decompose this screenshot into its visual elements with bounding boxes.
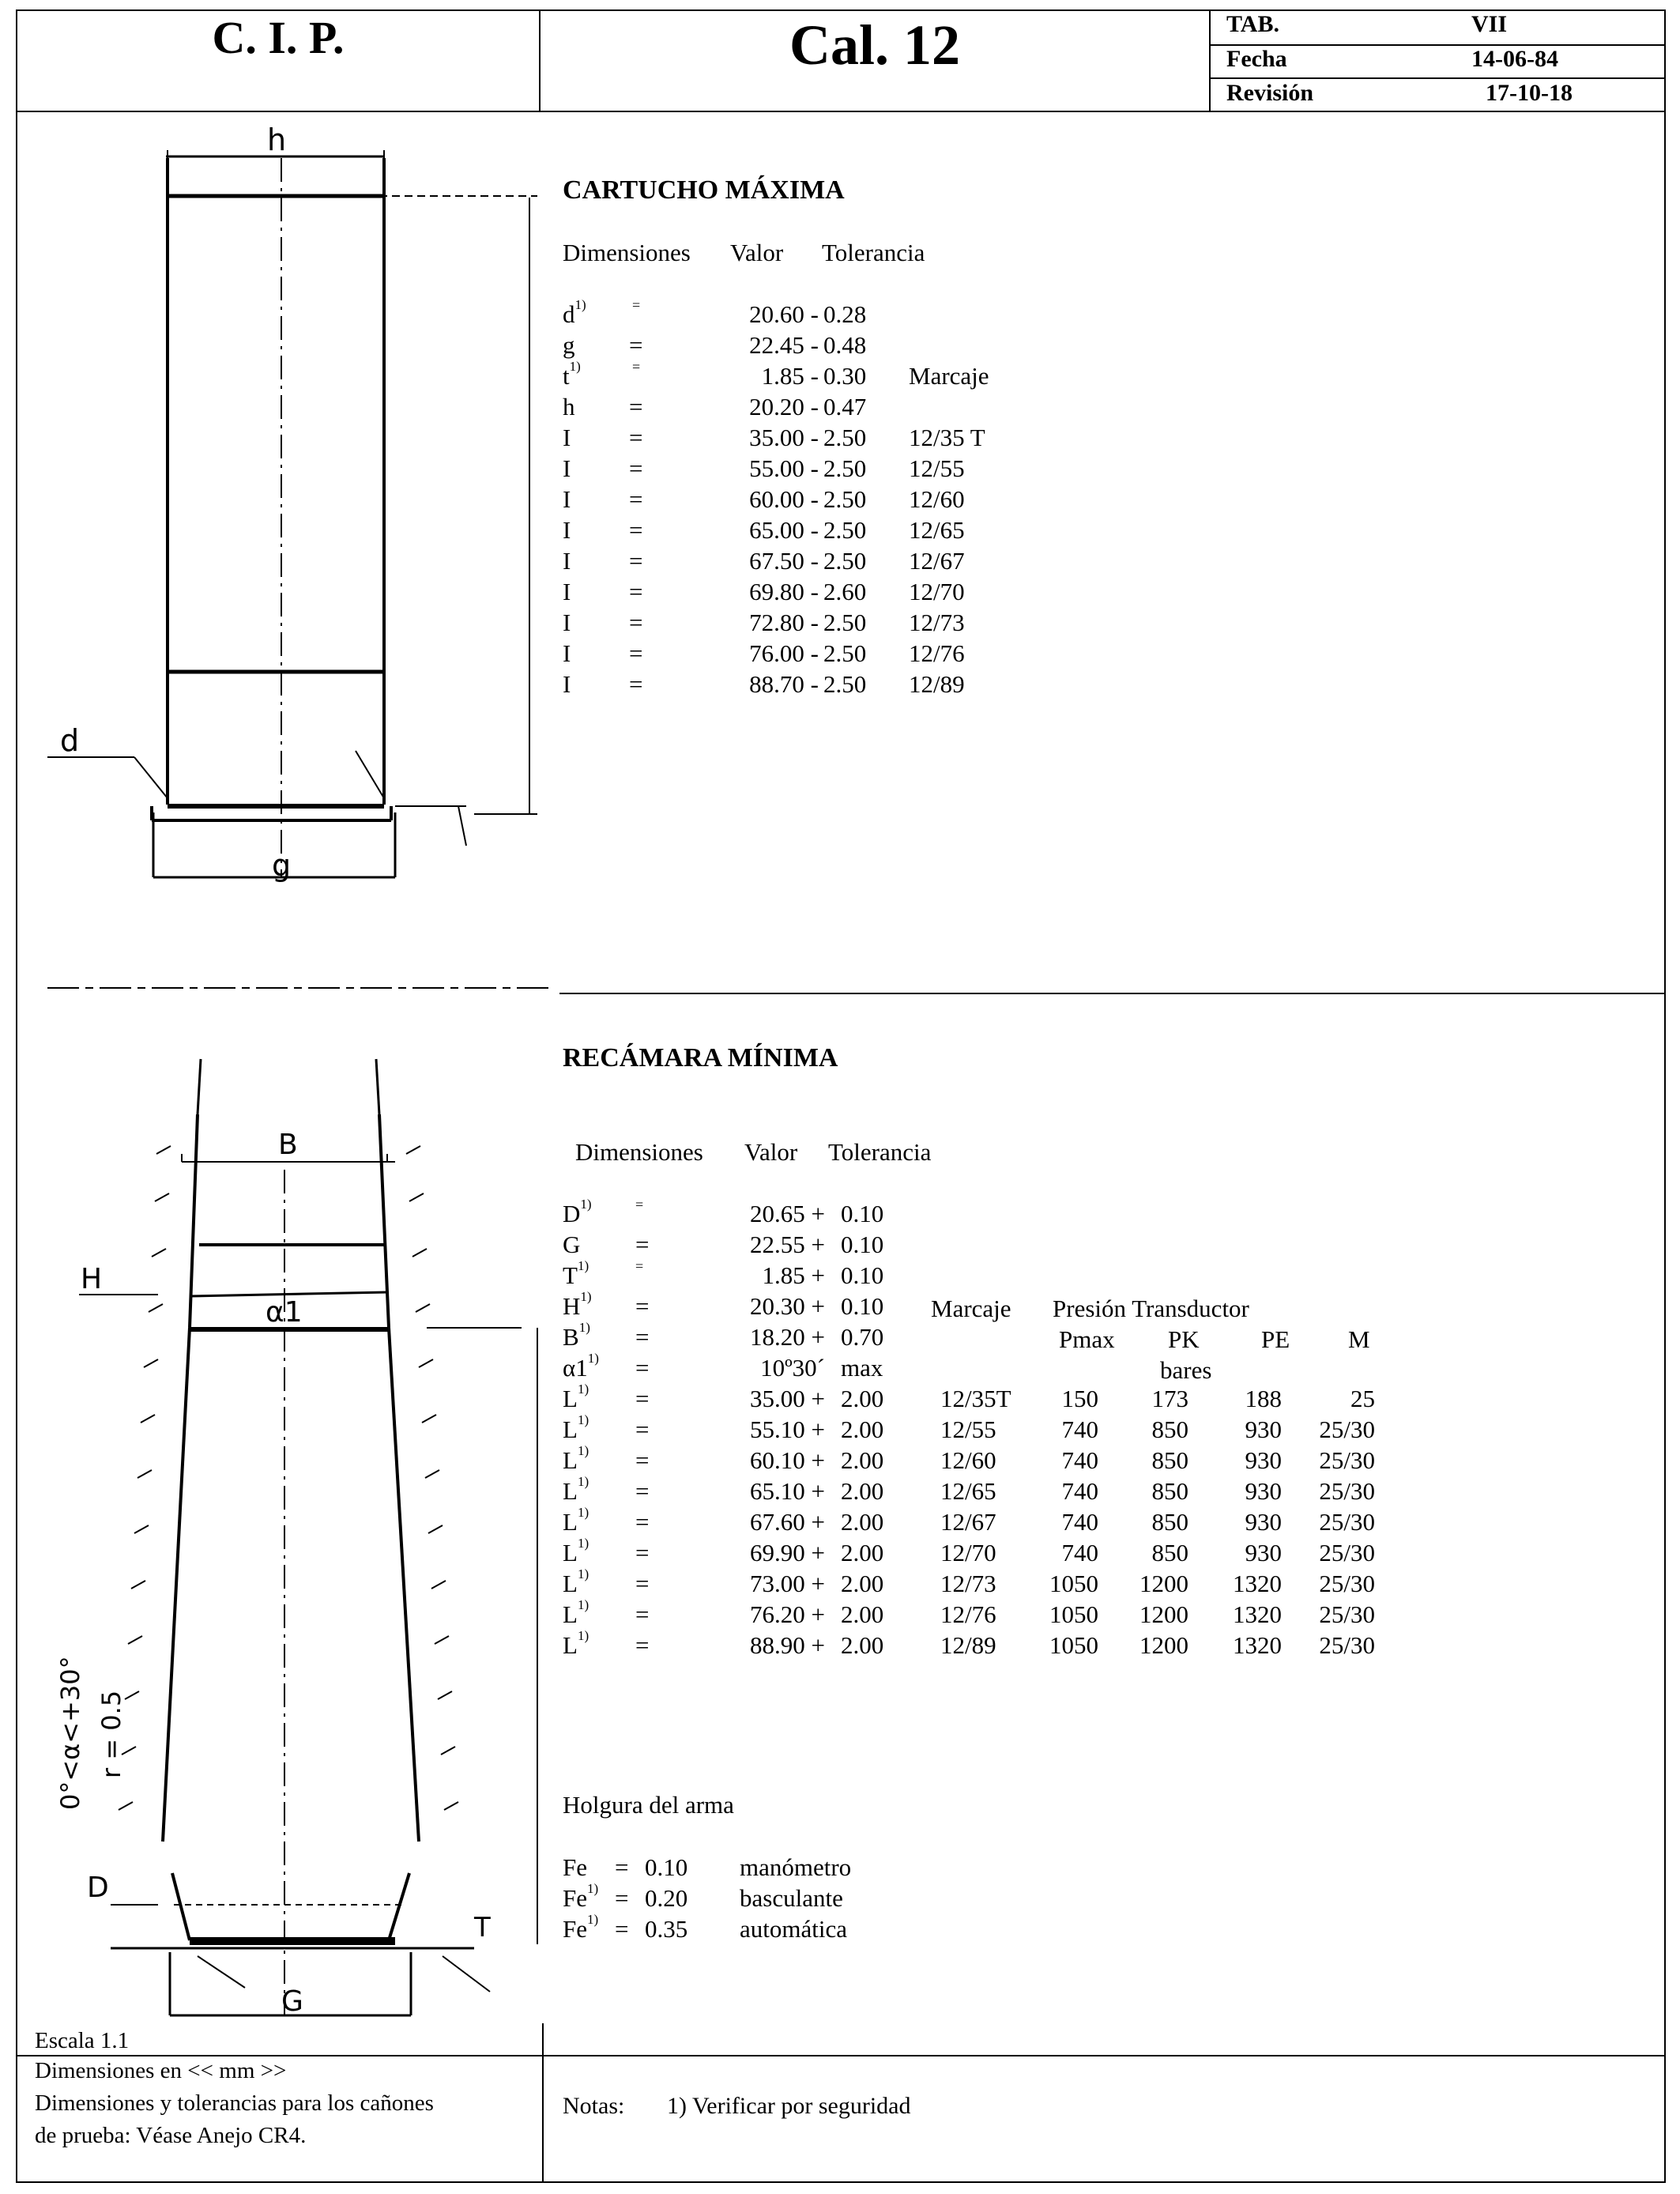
symbol-text: I <box>563 670 571 698</box>
row-marking: 12/55 <box>909 454 965 482</box>
row-label: automática <box>740 1915 847 1943</box>
chamber-alpha-label: α1 <box>266 1296 303 1329</box>
chamber-D-label: D <box>87 1872 109 1904</box>
row-tolerance: 2.50 <box>823 639 867 667</box>
row-pe: 1320 <box>1233 1631 1282 1659</box>
row-marking: 12/35 T <box>909 424 985 451</box>
symbol-text: L <box>563 1570 578 1597</box>
symbol-footnote: 1) <box>577 1474 590 1489</box>
row-symbol <box>563 1289 592 1321</box>
clearance-title: Holgura del arma <box>563 1791 734 1819</box>
row-m: 25/30 <box>1319 1446 1375 1474</box>
row-equals: = <box>629 424 643 451</box>
symbol-footnote: 1) <box>577 1382 590 1397</box>
row-pe: 188 <box>1245 1385 1282 1412</box>
row-value: 20.65 + <box>750 1200 825 1227</box>
row-tolerance: 0.10 <box>841 1231 884 1258</box>
row-symbol <box>563 609 571 637</box>
notes-text: 1) Verificar por seguridad <box>667 2093 911 2119</box>
row-pk: 850 <box>1151 1446 1188 1474</box>
row-tolerance: 0.10 <box>841 1292 884 1320</box>
row-value: 65.10 + <box>750 1477 825 1505</box>
row-pe: 1320 <box>1233 1600 1282 1628</box>
row-value: 55.00 - <box>749 454 819 482</box>
row-pe: 930 <box>1245 1446 1282 1474</box>
symbol-text: α1 <box>563 1354 588 1382</box>
row-m: 25 <box>1350 1385 1375 1412</box>
row-symbol <box>563 1597 590 1629</box>
row-equals: = <box>629 516 643 544</box>
row-marking: Marcaje <box>909 362 989 390</box>
symbol-text: g <box>563 331 575 359</box>
row-symbol <box>563 297 586 329</box>
row-value: 67.60 + <box>750 1508 825 1536</box>
symbol-text: B <box>563 1323 579 1351</box>
frame-right <box>1664 9 1666 2183</box>
row-value: 0.10 <box>645 1853 688 1881</box>
row-equals: = <box>635 1231 650 1258</box>
row-m: 25/30 <box>1319 1539 1375 1566</box>
cartridge-title: CARTUCHO MÁXIMA <box>563 175 845 205</box>
row-label: manómetro <box>740 1853 852 1881</box>
row-m: 25/30 <box>1319 1631 1375 1659</box>
symbol-footnote: 1) <box>580 1197 592 1212</box>
symbol-text: d <box>563 300 575 328</box>
chamber-head-presion: Presión Transductor <box>1053 1295 1249 1322</box>
row-symbol <box>563 393 575 421</box>
chamber-H-label: H <box>81 1263 103 1295</box>
row-symbol <box>563 516 571 545</box>
row-tolerance: 2.50 <box>823 454 867 482</box>
symbol-footnote: 1) <box>577 1566 590 1581</box>
row-equals: = <box>615 1884 629 1912</box>
row-tolerance: 2.00 <box>841 1416 884 1443</box>
row-marking: 12/67 <box>940 1508 996 1536</box>
symbol-footnote: 1) <box>577 1505 590 1520</box>
row-tolerance: 2.00 <box>841 1631 884 1659</box>
row-value: 73.00 + <box>750 1570 825 1597</box>
row-equals: = <box>635 1477 650 1505</box>
row-value: 35.00 + <box>750 1385 825 1412</box>
fecha-label: Fecha <box>1226 46 1287 72</box>
row-marking: 12/55 <box>940 1416 996 1443</box>
row-equals: = <box>629 485 643 513</box>
symbol-text: L <box>563 1385 578 1412</box>
row-value: 88.90 + <box>750 1631 825 1659</box>
cartridge-h-label: h <box>267 123 287 157</box>
row-symbol <box>563 331 575 360</box>
row-symbol <box>563 1231 580 1259</box>
fecha-value: 14-06-84 <box>1471 46 1558 72</box>
symbol-text: t <box>563 362 570 390</box>
row-equals: = <box>635 1600 650 1628</box>
row-value: 22.45 - <box>749 331 819 359</box>
chamber-head-m: M <box>1348 1325 1370 1353</box>
org-name: C. I. P. <box>212 12 345 63</box>
row-value: 20.60 - <box>749 300 819 328</box>
row-m: 25/30 <box>1319 1477 1375 1505</box>
row-pe: 1320 <box>1233 1570 1282 1597</box>
row-symbol <box>563 547 571 575</box>
row-pk: 173 <box>1151 1385 1188 1412</box>
row-value: 60.00 - <box>749 485 819 513</box>
row-marking: 12/60 <box>940 1446 996 1474</box>
row-equals: = <box>635 1197 644 1212</box>
chamber-title: RECÁMARA MÍNIMA <box>563 1043 838 1072</box>
row-value: 69.90 + <box>750 1539 825 1566</box>
row-symbol <box>563 578 571 606</box>
row-equals: = <box>629 609 643 636</box>
row-symbol <box>563 1197 592 1228</box>
row-symbol <box>563 424 571 452</box>
row-tolerance: 2.00 <box>841 1385 884 1412</box>
units-label: Dimensiones en << mm >> <box>35 2058 287 2083</box>
row-value: 1.85 - <box>761 362 819 390</box>
symbol-text: Fe <box>563 1853 587 1881</box>
row-value: 0.35 <box>645 1915 688 1943</box>
scale-label: Escala 1.1 <box>35 2028 130 2053</box>
row-tolerance: 2.00 <box>841 1477 884 1505</box>
row-tolerance: 2.50 <box>823 516 867 544</box>
row-symbol <box>563 1443 590 1475</box>
chamber-col-valor: Valor <box>744 1138 798 1166</box>
row-value: 76.20 + <box>750 1600 825 1628</box>
symbol-text: Fe <box>563 1884 587 1912</box>
row-tolerance: max <box>841 1354 883 1382</box>
row-pe: 930 <box>1245 1508 1282 1536</box>
symbol-footnote: 1) <box>587 1881 599 1896</box>
row-value: 55.10 + <box>750 1416 825 1443</box>
chamber-col-tolerancia: Tolerancia <box>828 1138 932 1166</box>
chamber-angle-note: 0°<α<+30° <box>55 1656 85 1810</box>
revision-value: 17-10-18 <box>1486 80 1573 106</box>
row-marking: 12/70 <box>909 578 965 605</box>
symbol-footnote: 1) <box>580 1289 592 1304</box>
row-value: 69.80 - <box>749 578 819 605</box>
row-pk: 1200 <box>1139 1631 1188 1659</box>
notes-label: Notas: <box>563 2093 625 2119</box>
row-tolerance: 2.50 <box>823 424 867 451</box>
row-marking: 12/70 <box>940 1539 996 1566</box>
row-symbol <box>563 454 571 483</box>
cartridge-col-dimensiones: Dimensiones <box>563 239 691 266</box>
row-equals: = <box>629 670 643 698</box>
row-value: 67.50 - <box>749 547 819 575</box>
row-symbol <box>563 1853 587 1882</box>
cartridge-g-label: g <box>272 848 292 883</box>
row-equals: = <box>629 393 643 420</box>
row-tolerance: 0.28 <box>823 300 867 328</box>
chamber-G-label: G <box>281 1985 303 2018</box>
row-value: 65.00 - <box>749 516 819 544</box>
symbol-text: L <box>563 1477 578 1505</box>
row-value: 60.10 + <box>750 1446 825 1474</box>
row-symbol <box>563 1258 590 1290</box>
row-tolerance: 0.48 <box>823 331 867 359</box>
row-equals: = <box>635 1446 650 1474</box>
row-tolerance: 2.50 <box>823 485 867 513</box>
row-equals: = <box>635 1292 650 1320</box>
cartridge-col-valor: Valor <box>730 239 784 266</box>
row-equals: = <box>635 1354 650 1382</box>
symbol-footnote: 1) <box>577 1443 590 1458</box>
row-tolerance: 2.00 <box>841 1446 884 1474</box>
symbol-text: I <box>563 609 571 636</box>
row-tolerance: 2.50 <box>823 670 867 698</box>
chamber-col-dimensiones: Dimensiones <box>575 1138 703 1166</box>
header-bottom-line <box>16 111 1666 112</box>
row-marking: 12/65 <box>940 1477 996 1505</box>
chamber-head-pk: PK <box>1168 1325 1200 1353</box>
row-symbol <box>563 1474 590 1506</box>
row-equals: = <box>635 1385 650 1412</box>
row-tolerance: 0.30 <box>823 362 867 390</box>
symbol-text: G <box>563 1231 581 1258</box>
symbol-footnote: 1) <box>569 359 581 374</box>
symbol-text: D <box>563 1200 581 1227</box>
symbol-text: L <box>563 1416 578 1443</box>
row-value: 0.20 <box>645 1884 688 1912</box>
chamber-head-pe: PE <box>1261 1325 1290 1353</box>
row-symbol <box>563 1881 599 1913</box>
frame-left <box>16 9 17 2183</box>
chamber-head-bares: bares <box>1160 1356 1212 1384</box>
row-m: 25/30 <box>1319 1600 1375 1628</box>
row-equals: = <box>635 1570 650 1597</box>
row-pmax: 740 <box>1061 1539 1098 1566</box>
row-equals: = <box>615 1853 629 1881</box>
cartridge-col-tolerancia: Tolerancia <box>822 239 925 266</box>
symbol-text: T <box>563 1261 578 1289</box>
symbol-footnote: 1) <box>587 1351 599 1366</box>
row-pmax: 150 <box>1061 1385 1098 1412</box>
row-tolerance: 2.00 <box>841 1539 884 1566</box>
symbol-text: I <box>563 516 571 544</box>
symbol-footnote: 1) <box>577 1597 590 1612</box>
row-symbol <box>563 1566 590 1598</box>
row-symbol <box>563 1912 599 1943</box>
row-symbol <box>563 639 571 668</box>
symbol-text: H <box>563 1292 581 1320</box>
row-tolerance: 2.50 <box>823 609 867 636</box>
row-value: 10º30´ <box>760 1354 825 1382</box>
symbol-text: I <box>563 578 571 605</box>
row-pk: 850 <box>1151 1477 1188 1505</box>
tab-label: TAB. <box>1226 11 1279 37</box>
row-value: 88.70 - <box>749 670 819 698</box>
frame-bottom <box>16 2181 1666 2183</box>
row-symbol <box>563 485 571 514</box>
row-pk: 850 <box>1151 1508 1188 1536</box>
row-tolerance: 0.70 <box>841 1323 884 1351</box>
row-m: 25/30 <box>1319 1570 1375 1597</box>
row-pe: 930 <box>1245 1477 1282 1505</box>
row-pmax: 740 <box>1061 1477 1098 1505</box>
row-value: 22.55 + <box>750 1231 825 1258</box>
row-marking: 12/67 <box>909 547 965 575</box>
row-equals: = <box>615 1915 629 1943</box>
symbol-text: L <box>563 1600 578 1628</box>
row-value: 72.80 - <box>749 609 819 636</box>
row-equals: = <box>629 454 643 482</box>
row-pmax: 740 <box>1061 1508 1098 1536</box>
header-divider-2 <box>1209 9 1211 112</box>
symbol-text: L <box>563 1631 578 1659</box>
chamber-radius-note: r = 0.5 <box>96 1690 126 1778</box>
symbol-footnote: 1) <box>587 1912 599 1927</box>
row-tolerance: 0.10 <box>841 1200 884 1227</box>
cartridge-d-label: d <box>60 723 80 758</box>
row-value: 1.85 + <box>762 1261 825 1289</box>
row-symbol <box>563 1628 590 1660</box>
row-symbol <box>563 670 571 699</box>
row-equals: = <box>635 1539 650 1566</box>
symbol-text: Fe <box>563 1915 587 1943</box>
row-equals: = <box>635 1508 650 1536</box>
row-equals: = <box>629 331 643 359</box>
row-tolerance: 0.47 <box>823 393 867 420</box>
symbol-text: h <box>563 393 575 420</box>
row-marking: 12/35T <box>940 1385 1011 1412</box>
row-tolerance: 2.50 <box>823 547 867 575</box>
section-divider <box>559 993 1666 994</box>
row-marking: 12/89 <box>909 670 965 698</box>
row-marking: 12/89 <box>940 1631 996 1659</box>
row-symbol <box>563 1536 590 1567</box>
row-marking: 12/60 <box>909 485 965 513</box>
row-marking: 12/73 <box>940 1570 996 1597</box>
row-pmax: 1050 <box>1049 1570 1098 1597</box>
row-m: 25/30 <box>1319 1508 1375 1536</box>
symbol-footnote: 1) <box>577 1412 590 1427</box>
proof-line-1: Dimensiones y tolerancias para los cañones <box>35 2090 434 2116</box>
symbol-text: I <box>563 485 571 513</box>
chamber-drawing <box>32 1027 553 2055</box>
symbol-footnote: 1) <box>577 1258 590 1273</box>
chamber-B-label: B <box>278 1129 298 1161</box>
row-pmax: 1050 <box>1049 1631 1098 1659</box>
row-marking: 12/65 <box>909 516 965 544</box>
symbol-text: L <box>563 1446 578 1474</box>
row-label: basculante <box>740 1884 843 1912</box>
row-equals: = <box>629 547 643 575</box>
symbol-footnote: 1) <box>574 297 586 312</box>
row-m: 25/30 <box>1319 1416 1375 1443</box>
row-pe: 930 <box>1245 1539 1282 1566</box>
row-equals: = <box>629 639 643 667</box>
row-equals: = <box>632 297 641 313</box>
symbol-text: I <box>563 639 571 667</box>
symbol-footnote: 1) <box>577 1536 590 1551</box>
row-value: 35.00 - <box>749 424 819 451</box>
row-pe: 930 <box>1245 1416 1282 1443</box>
footer-top-line <box>16 2055 1666 2056</box>
symbol-text: I <box>563 547 571 575</box>
symbol-text: I <box>563 454 571 482</box>
symbol-text: L <box>563 1539 578 1566</box>
revision-label: Revisión <box>1226 80 1314 106</box>
symbol-footnote: 1) <box>577 1628 590 1643</box>
chamber-head-marcaje: Marcaje <box>931 1295 1011 1322</box>
row-tolerance: 0.10 <box>841 1261 884 1289</box>
row-symbol <box>563 1505 590 1536</box>
page-title: Cal. 12 <box>789 13 960 77</box>
row-tolerance: 2.00 <box>841 1508 884 1536</box>
chamber-head-pmax: Pmax <box>1059 1325 1115 1353</box>
row-pk: 850 <box>1151 1416 1188 1443</box>
header-mini-line-2 <box>1209 77 1666 79</box>
row-pmax: 740 <box>1061 1446 1098 1474</box>
row-symbol <box>563 1351 599 1382</box>
proof-line-2: de prueba: Véase Anejo CR4. <box>35 2123 307 2148</box>
row-value: 20.30 + <box>750 1292 825 1320</box>
row-tolerance: 2.00 <box>841 1600 884 1628</box>
row-pk: 1200 <box>1139 1570 1188 1597</box>
row-equals: = <box>632 359 641 375</box>
row-equals: = <box>629 578 643 605</box>
row-value: 76.00 - <box>749 639 819 667</box>
row-symbol <box>563 1382 590 1413</box>
row-symbol <box>563 1412 590 1444</box>
row-marking: 12/76 <box>940 1600 996 1628</box>
symbol-footnote: 1) <box>578 1320 590 1335</box>
row-pmax: 740 <box>1061 1416 1098 1443</box>
row-tolerance: 2.60 <box>823 578 867 605</box>
row-pk: 850 <box>1151 1539 1188 1566</box>
tab-value: VII <box>1471 11 1508 37</box>
row-pmax: 1050 <box>1049 1600 1098 1628</box>
row-equals: = <box>635 1323 650 1351</box>
cartridge-drawing <box>32 119 553 1004</box>
row-symbol <box>563 1320 590 1351</box>
row-value: 20.20 - <box>749 393 819 420</box>
row-marking: 12/76 <box>909 639 965 667</box>
row-value: 18.20 + <box>750 1323 825 1351</box>
symbol-text: L <box>563 1508 578 1536</box>
symbol-text: I <box>563 424 571 451</box>
chamber-T-label: T <box>474 1912 491 1943</box>
row-equals: = <box>635 1416 650 1443</box>
row-symbol <box>563 359 581 390</box>
row-equals: = <box>635 1258 644 1274</box>
row-pk: 1200 <box>1139 1600 1188 1628</box>
row-equals: = <box>635 1631 650 1659</box>
row-marking: 12/73 <box>909 609 965 636</box>
row-tolerance: 2.00 <box>841 1570 884 1597</box>
